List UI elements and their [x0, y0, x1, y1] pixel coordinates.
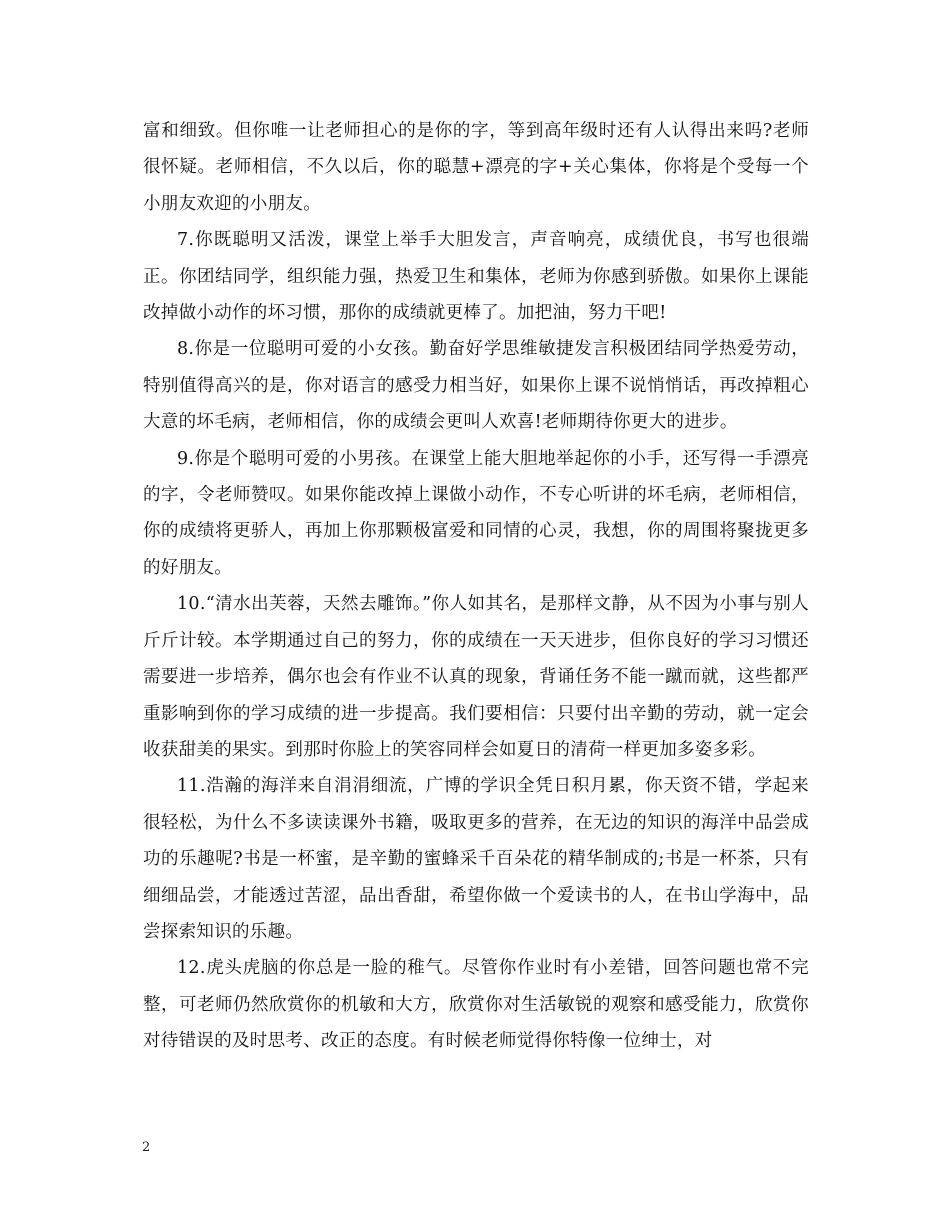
- document-body: [143, 113, 809, 1060]
- paragraph-comment-8: 8.你是一位聪明可爱的小女孩。勤奋好学思维敏捷发言积极团结同学热爱劳动，特别值得高兴的是，你对语言的感受力相当好，如果你上课不说悄悄话，再改掉粗心大意的坏毛病，老师相信，你的成绩会更叫人欢喜!老师期待你更大的进步。: [143, 339, 809, 433]
- paragraph-continuation: 富和细致。但你唯一让老师担心的是你的字，等到高年级时还有人认得出来吗?老师很怀疑。老师相信，不久以后，你的聪慧+漂亮的字+关心集体，你将是个受每一个小朋友欢迎的小朋友。: [143, 121, 809, 214]
- paragraph-comment-7: 7.你既聪明又活泼，课堂上举手大胆发言，声音响亮，成绩优良，书写也很端正。你团结同学，组织能力强，热爱卫生和集体，老师为你感到骄傲。如果你上课能改掉做小动作的坏习惯，那你的成绩就更棒了。加把油，努力干吧!: [143, 230, 809, 324]
- paragraph-comment-12: 12.虎头虎脑的你总是一脸的稚气。尽管你作业时有小差错，回答问题也常不完整，可老师仍然欣赏你的机敏和大方，欣赏你对生活敏锐的观察和感受能力，欣赏你对待错误的及时思考、改正的态度。有时候老师觉得你特像一位绅士，对: [143, 958, 809, 1052]
- paragraph-comment-9: 9.你是个聪明可爱的小男孩。在课堂上能大胆地举起你的小手，还写得一手漂亮的字，令老师赞叹。如果你能改掉上课做小动作，不专心听讲的坏毛病，老师相信，你的成绩将更骄人，再加上你那颗极富爱和同情的心灵，我想，你的周围将聚拢更多的好朋友。: [143, 448, 809, 578]
- page-number: 2: [142, 1140, 151, 1155]
- paragraph-comment-11: 11.浩瀚的海洋来自涓涓细流，广博的学识全凭日积月累，你天资不错，学起来很轻松，为什么不多读读课外书籍，吸取更多的营养，在无边的知识的海洋中品尝成功的乐趣呢?书是一杯蜜，是辛勤的蜜蜂采千百朵花的精华制成的;书是一杯茶，只有细细品尝，才能透过苦涩，品出香甜，希望你做一个爱读书的人，在书山学海中，品尝探索知识的乐趣。: [143, 776, 809, 942]
- paragraph-comment-10: 10.“清水出芙蓉，天然去雕饰。”你人如其名，是那样文静，从不因为小事与别人斤斤计较。本学期通过自己的努力，你的成绩在一天天进步，但你良好的学习习惯还需要进一步培养，偶尔也会有作业不认真的现象，背诵任务不能一蹴而就，这些都严重影响到你的学习成绩的进一步提高。我们要相信：只要付出辛勤的劳动，就一定会收获甜美的果实。到那时你脸上的笑容同样会如夏日的清荷一样更加多姿多彩。: [143, 594, 809, 760]
